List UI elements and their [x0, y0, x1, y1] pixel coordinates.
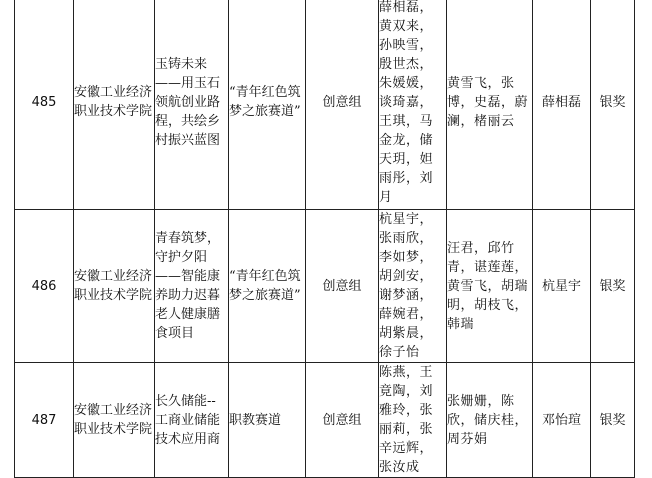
lead-cell: 邓怡瑄	[533, 363, 591, 478]
authors-cell: 陈燕，王竟陶，刘雅玲，张丽莉，张辛远辉，张汝成	[379, 363, 447, 478]
track-cell: “青年红色筑梦之旅赛道”	[229, 0, 306, 210]
track-cell: 职教赛道	[229, 363, 306, 478]
award-cell: 银奖	[591, 363, 635, 478]
authors-cell: 杭星宇，张雨欣，李如梦，胡剑安，谢梦涵，薛婉君，胡紫晨，徐子怡	[379, 210, 447, 363]
award-cell: 银奖	[591, 210, 635, 363]
authors-cell: 薛相磊，黄双来，孙映雪，殷世杰，朱媛媛，谈琦嘉，王琪，马金龙，储天玥，妲雨彤，刘月	[379, 0, 447, 210]
row-number: 485	[15, 0, 74, 210]
project-cell: 长久储能--工商业储能技术应用商	[155, 363, 229, 478]
table-row	[15, 363, 635, 478]
group-cell: 创意组	[306, 363, 379, 478]
row-number: 486	[15, 210, 74, 363]
track-cell: “青年红色筑梦之旅赛道”	[229, 210, 306, 363]
advisors-cell: 张姗姗，陈欣，储庆桂，周芬娟	[447, 363, 533, 478]
award-cell: 银奖	[591, 0, 635, 210]
school-cell: 安徽工业经济职业技术学院	[74, 0, 155, 210]
lead-cell: 薛相磊	[533, 0, 591, 210]
school-cell: 安徽工业经济职业技术学院	[74, 363, 155, 478]
table-row	[15, 0, 635, 210]
table-row	[15, 210, 635, 363]
group-cell: 创意组	[306, 210, 379, 363]
school-cell: 安徽工业经济职业技术学院	[74, 210, 155, 363]
project-cell: 玉铸未来——用玉石领航创业路程，共绘乡村振兴蓝图	[155, 0, 229, 210]
awards-table	[14, 0, 635, 478]
row-number: 487	[15, 363, 74, 478]
project-cell: 青春筑梦，守护夕阳——智能康养助力迟暮老人健康膳食项目	[155, 210, 229, 363]
lead-cell: 杭星宇	[533, 210, 591, 363]
advisors-cell: 黄雪飞，张博，史磊，蔚澜，楮丽云	[447, 0, 533, 210]
group-cell: 创意组	[306, 0, 379, 210]
advisors-cell: 汪君，邱竹青，谌莲莲，黄雪飞，胡瑞明，胡枝飞，韩瑞	[447, 210, 533, 363]
